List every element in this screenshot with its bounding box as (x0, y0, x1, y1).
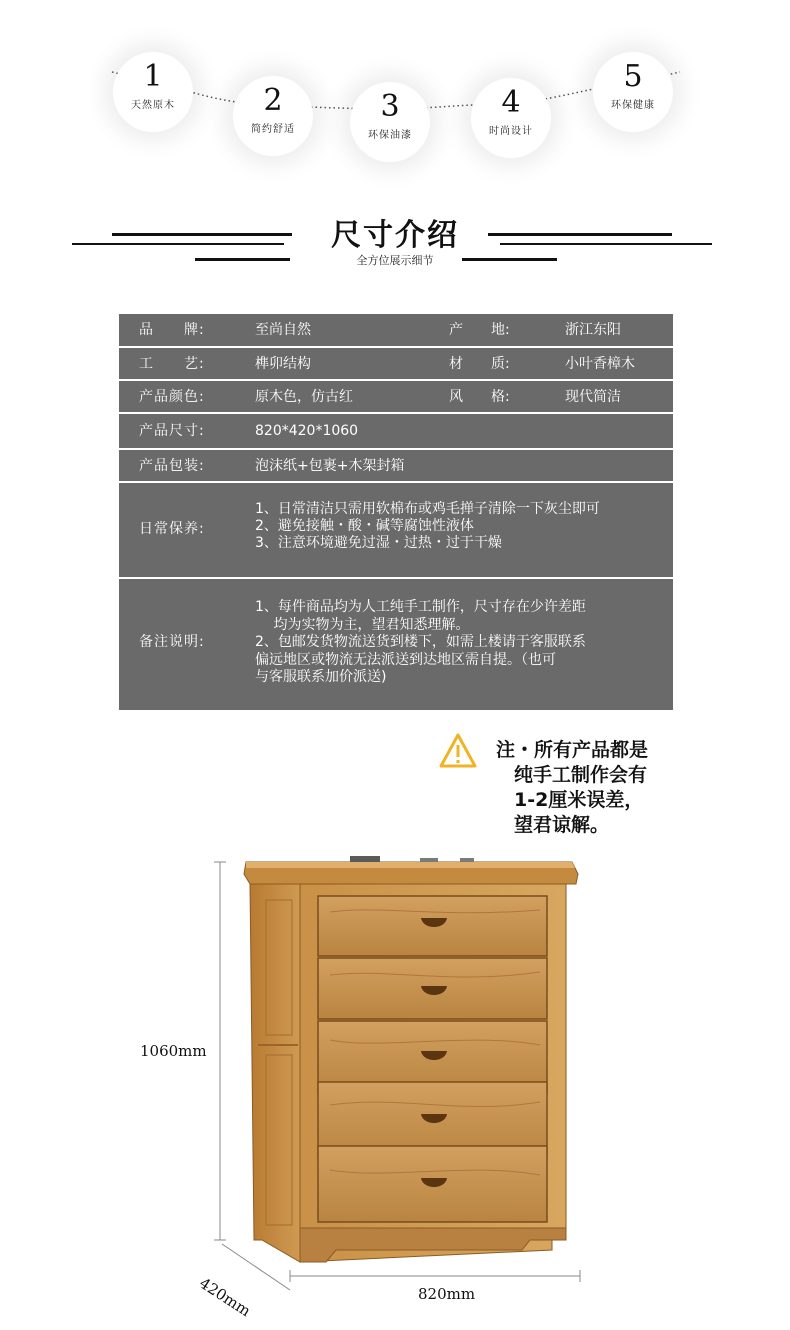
size-label: 产品尺寸: (139, 423, 205, 439)
page-title: 尺寸介绍 (331, 218, 459, 253)
material-value: 小叶香樟木 (565, 356, 635, 372)
brand-value: 至尚自然 (255, 322, 311, 338)
spec-table (119, 314, 673, 710)
feature-steps (0, 0, 790, 160)
origin-value: 浙江东阳 (565, 322, 621, 338)
note-line: 望君谅解。 (514, 814, 610, 836)
care-label: 日常保养: (139, 521, 205, 537)
divider (72, 243, 284, 245)
step-number: 4 (501, 85, 521, 120)
remark-item: 均为实物为主，望君知悉理解。 (255, 616, 470, 633)
step-number: 2 (263, 83, 283, 118)
color-label: 产品颜色: (139, 389, 205, 405)
size-value: 820*420*1060 (255, 423, 359, 439)
depth-dimension: 420mm (196, 1274, 254, 1321)
table-row (119, 381, 673, 412)
chest-of-drawers-image (0, 840, 790, 1320)
step-label: 时尚设计 (489, 126, 533, 137)
table-row (119, 579, 673, 710)
drawers (318, 896, 547, 1222)
step-number: 3 (380, 89, 400, 124)
remark-item: 2、包邮发货物流送货到楼下，如需上楼请于客服联系 (255, 634, 586, 650)
care-item: 3、注意环境避免过湿・过热・过于干燥 (255, 535, 502, 551)
step-label: 环保油漆 (368, 130, 412, 141)
step-5 (593, 52, 673, 132)
step-label: 简约舒适 (251, 124, 295, 135)
step-label: 天然原木 (131, 100, 175, 111)
pack-value: 泡沫纸+包裹+木架封箱 (255, 458, 405, 474)
page-subtitle: 全方位展示细节 (356, 254, 434, 267)
divider (500, 243, 712, 245)
handmade-note (496, 738, 696, 838)
material-label: 材 质: (449, 356, 510, 372)
care-item: 1、日常清洁只需用软棉布或鸡毛掸子清除一下灰尘即可 (255, 501, 600, 517)
divider (195, 258, 290, 261)
style-label: 风 格: (449, 389, 510, 405)
note-line: 纯手工制作会有 (514, 764, 648, 786)
step-number: 5 (623, 59, 643, 94)
color-value: 原木色，仿古红 (255, 389, 353, 405)
craft-value: 榫卯结构 (255, 356, 311, 372)
note-line: 注・所有产品都是 (496, 739, 649, 761)
step-1 (113, 52, 193, 132)
step-number: 1 (143, 59, 163, 94)
origin-label: 产 地: (449, 322, 510, 338)
pack-label: 产品包装: (139, 458, 205, 474)
step-4 (471, 78, 551, 158)
step-label: 环保健康 (611, 100, 655, 111)
step-3 (350, 82, 430, 162)
height-dimension: 1060mm (140, 1042, 207, 1060)
step-2 (233, 76, 313, 156)
brand-label: 品 牌: (139, 322, 205, 338)
table-row (119, 348, 673, 379)
table-row (119, 314, 673, 346)
remark-list (255, 599, 586, 687)
remark-label: 备注说明: (139, 634, 205, 650)
care-item: 2、避免接触・酸・碱等腐蚀性液体 (255, 518, 474, 534)
divider (112, 233, 292, 236)
width-dimension: 820mm (418, 1285, 476, 1303)
remark-item: 偏远地区或物流无法派送到达地区需自提。（也可 (255, 651, 556, 668)
table-row (119, 414, 673, 448)
care-list (255, 501, 600, 552)
warning-icon (438, 732, 478, 770)
table-row (119, 483, 673, 577)
divider (488, 233, 672, 236)
remark-item: 1、每件商品均为人工纯手工制作，尺寸存在少许差距 (255, 599, 586, 615)
note-line: 1-2厘米误差， (514, 789, 644, 811)
style-value: 现代简洁 (565, 389, 621, 405)
remark-item: 与客服联系加价派送) (255, 669, 387, 685)
table-row (119, 450, 673, 481)
craft-label: 工 艺: (139, 356, 205, 372)
